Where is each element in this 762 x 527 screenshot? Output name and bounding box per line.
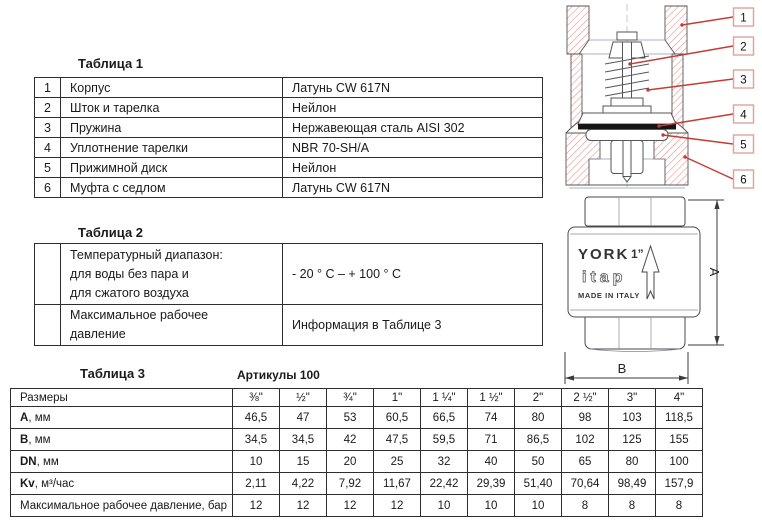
value-cell: 66,5: [421, 407, 468, 429]
size-stamp: 1”: [631, 247, 644, 261]
value-cell: 10: [421, 495, 468, 517]
value-cell: 10: [515, 495, 562, 517]
value-cell: 125: [609, 429, 656, 451]
value-cell: 4,22: [280, 473, 327, 495]
part-name: Корпус: [61, 78, 283, 98]
part-material: Нержавеющая сталь AISI 302: [283, 118, 543, 138]
dim-b-arrow-left: [565, 375, 574, 380]
value-cell: 8: [656, 495, 703, 517]
value-cell: 103: [609, 407, 656, 429]
part-material: NBR 70-SH/A: [283, 138, 543, 158]
value-cell: 86,5: [515, 429, 562, 451]
row-label: A, мм: [11, 407, 233, 429]
table-row: [35, 98, 543, 118]
value-cell: 8: [562, 495, 609, 517]
itap-logo: itap: [582, 269, 627, 286]
size-cell: 2 ½": [562, 389, 609, 407]
size-cell: 3": [609, 389, 656, 407]
table2-title: Таблица 2: [78, 225, 144, 240]
value-cell: 47,5: [374, 429, 421, 451]
size-cell: ⅜": [233, 389, 280, 407]
value-cell: 65: [562, 451, 609, 473]
dim-b-arrow-right: [679, 375, 688, 380]
value-cell: 98: [562, 407, 609, 429]
table1-materials: [34, 77, 543, 198]
value-cell: 7,92: [327, 473, 374, 495]
top-hex-nut: [585, 197, 685, 226]
callout-5: [734, 135, 754, 153]
value-cell: 80: [515, 407, 562, 429]
table-row: [35, 158, 543, 178]
dim-a-label: A: [707, 267, 722, 277]
table-row-dn: [11, 451, 703, 473]
dim-b-label: B: [617, 361, 627, 376]
value-cell: 102: [562, 429, 609, 451]
row-label: Kv, м³/час: [11, 473, 233, 495]
svg-text:3: 3: [740, 74, 747, 87]
value-cell: 118,5: [656, 407, 703, 429]
value-cell: 11,67: [374, 473, 421, 495]
condition-value: Информация в Таблице 3: [283, 305, 543, 346]
table-row: [35, 118, 543, 138]
callout-boxes: [734, 8, 754, 188]
size-cell: 2": [515, 389, 562, 407]
row-label: B, мм: [11, 429, 233, 451]
value-cell: 80: [609, 451, 656, 473]
bottom-hex-nut: [585, 317, 685, 349]
disc-plate: [578, 113, 676, 124]
part-material: Нейлон: [283, 158, 543, 178]
part-material: Латунь CW 617N: [283, 178, 543, 198]
value-cell: 155: [656, 429, 703, 451]
value-cell: 8: [609, 495, 656, 517]
table3-title: Таблица 3: [80, 366, 146, 381]
row-label: Максимальное рабочее давление, бар: [11, 495, 233, 517]
size-cell: ¾": [327, 389, 374, 407]
empty-cell: [35, 305, 61, 346]
table1-title: Таблица 1: [78, 56, 144, 71]
value-cell: 100: [656, 451, 703, 473]
table3-dimensions: [10, 388, 703, 517]
value-cell: 34,5: [280, 429, 327, 451]
table3-subtitle: Артикулы 100: [237, 368, 320, 382]
condition-name: [61, 305, 283, 346]
table-row-pressure: [11, 495, 703, 517]
disc-step-1: [611, 98, 643, 106]
table2-conditions: [34, 243, 543, 346]
screw: [623, 141, 631, 177]
value-cell: 40: [468, 451, 515, 473]
part-name: Пружина: [61, 118, 283, 138]
dim-a-arrow-top: [714, 200, 719, 209]
disc-step-2: [603, 106, 651, 113]
callout-3: [734, 70, 754, 88]
table-row-b: [11, 429, 703, 451]
value-cell: 25: [374, 451, 421, 473]
value-cell: 20: [327, 451, 374, 473]
size-cell: ½": [280, 389, 327, 407]
empty-cell: [35, 244, 61, 305]
value-cell: 10: [233, 451, 280, 473]
callout-4: [734, 105, 754, 123]
value-cell: 46,5: [233, 407, 280, 429]
part-name: Прижимной диск: [61, 158, 283, 178]
value-cell: 29,39: [468, 473, 515, 495]
size-cell: 1 ¼": [421, 389, 468, 407]
condition-line: для сжатого воздуха: [70, 285, 189, 300]
condition-line: для воды без пара и: [70, 266, 189, 281]
part-name: Шток и тарелка: [61, 98, 283, 118]
value-cell: 34,5: [233, 429, 280, 451]
row-label: Размеры: [11, 389, 233, 407]
table-row: [35, 138, 543, 158]
svg-text:6: 6: [740, 174, 747, 187]
value-cell: 47: [280, 407, 327, 429]
value-cell: 59,5: [421, 429, 468, 451]
size-cell: 1": [374, 389, 421, 407]
table-row-a: [11, 407, 703, 429]
size-cell: 1 ½": [468, 389, 515, 407]
table-row: [35, 178, 543, 198]
part-number: 4: [35, 138, 61, 158]
brand-stamp: YORK: [578, 246, 630, 263]
value-cell: 22,42: [421, 473, 468, 495]
part-number: 2: [35, 98, 61, 118]
svg-text:5: 5: [740, 139, 747, 152]
part-material: Латунь CW 617N: [283, 78, 543, 98]
condition-line: давление: [70, 327, 126, 341]
svg-text:2: 2: [740, 41, 747, 54]
part-name: Уплотнение тарелки: [61, 138, 283, 158]
part-number: 6: [35, 178, 61, 198]
table-row: [35, 244, 543, 305]
value-cell: 51,40: [515, 473, 562, 495]
value-cell: 12: [327, 495, 374, 517]
part-material: Нейлон: [283, 98, 543, 118]
table-row: [35, 305, 543, 346]
valve-cross-section-drawing: [555, 2, 762, 192]
table-row: [35, 78, 543, 98]
origin-stamp: MADE IN ITALY: [578, 291, 640, 300]
part-name: Муфта с седлом: [61, 178, 283, 198]
callout-1: [734, 8, 754, 26]
value-cell: 2,11: [233, 473, 280, 495]
value-cell: 157,9: [656, 473, 703, 495]
value-cell: 42: [327, 429, 374, 451]
part-number: 3: [35, 118, 61, 138]
screw-tip: [623, 177, 631, 183]
value-cell: 53: [327, 407, 374, 429]
value-cell: 12: [233, 495, 280, 517]
value-cell: 10: [468, 495, 515, 517]
table-row-kv: [11, 473, 703, 495]
value-cell: 74: [468, 407, 515, 429]
callout-2: [734, 37, 754, 55]
condition-value: - 20 ° C – + 100 ° C: [283, 244, 543, 305]
row-label: DN, мм: [11, 451, 233, 473]
condition-name: [61, 244, 283, 305]
value-cell: 98,49: [609, 473, 656, 495]
pressure-disc: [586, 130, 668, 141]
value-cell: 50: [515, 451, 562, 473]
svg-text:1: 1: [740, 12, 747, 25]
value-cell: 12: [280, 495, 327, 517]
stem-cap: [617, 32, 637, 40]
size-cell: 4": [656, 389, 703, 407]
value-cell: 32: [421, 451, 468, 473]
dimension-b: [565, 352, 688, 384]
value-cell: 60,5: [374, 407, 421, 429]
condition-line: Максимальное рабочее: [70, 308, 209, 322]
svg-text:4: 4: [740, 109, 747, 122]
value-cell: 12: [374, 495, 421, 517]
callout-6: [734, 170, 754, 188]
disc-seal: [578, 124, 676, 130]
value-cell: 71: [468, 429, 515, 451]
dim-a-arrow-bottom: [714, 336, 719, 345]
part-number: 5: [35, 158, 61, 178]
condition-line: Температурный диапазон:: [70, 247, 223, 262]
valve-external-drawing: [556, 194, 762, 394]
part-number: 1: [35, 78, 61, 98]
value-cell: 15: [280, 451, 327, 473]
value-cell: 70,64: [562, 473, 609, 495]
